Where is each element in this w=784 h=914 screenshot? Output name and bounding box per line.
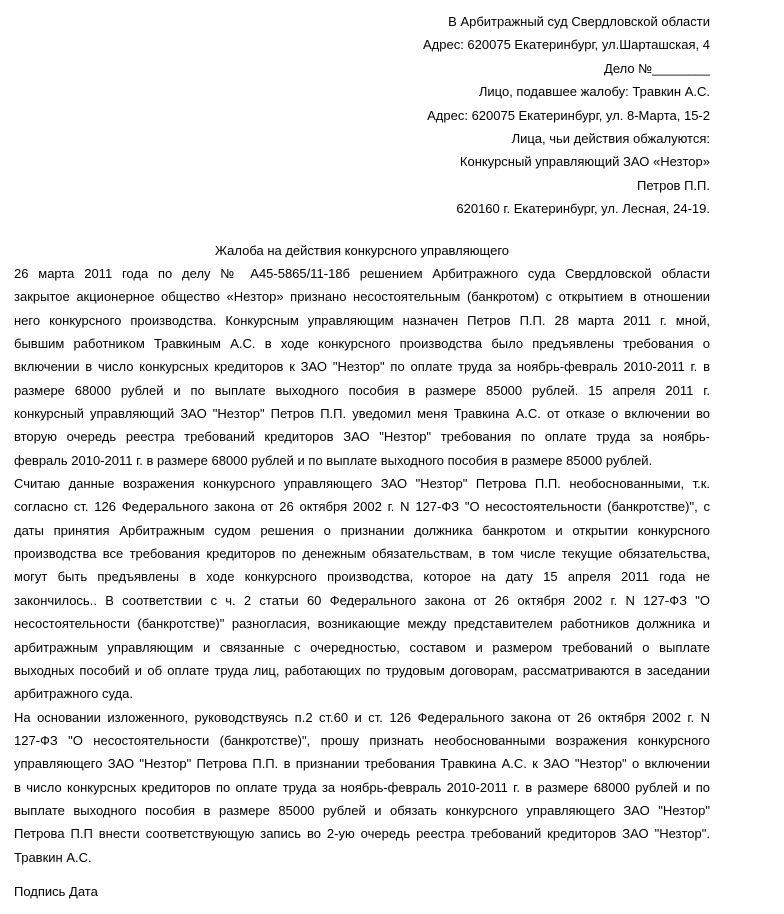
body-line: в число конкурсных кредиторов по оплате труда за ноябрь-февраль 2010-2011 г. в размере 68000 рублей и по <box>14 779 710 795</box>
body-line: выплате выходного пособия в размере 85000 рублей и обязать конкурсного управляющего ЗАО "Незтор" <box>14 802 710 818</box>
body-line: Петрова П.П внести соответствующую запись во 2-ую очередь реестра требований кредиторов ЗАО "Незтор". <box>14 826 710 842</box>
body-line: него конкурсного производства. Конкурсным управляющим назначен Петров П.П. 28 марта 2011 г. мной, <box>14 312 710 328</box>
body-line: 127-ФЗ "О несостоятельности (банкротстве)", прошу признать необоснованными возражения конкурсного <box>14 732 710 748</box>
body-line: Считаю данные возражения конкурсного управляющего ЗАО "Незтор" Петрова П.П. необоснованными, т.к. <box>14 476 710 492</box>
body-line: вторую очередь реестра требований кредиторов ЗАО "Незтор" требования по оплате труда за ноябрь- <box>14 429 710 445</box>
body-line: закончилось.. В соответствии с ч. 2 статьи 60 Федерального закона от 26 октября 2002 г. N 127-ФЗ "О <box>14 592 710 608</box>
respondent-name: Петров П.П. <box>637 177 710 193</box>
body-line: февраль 2010-2011 г. в размере 68000 рублей и по выплате выходного пособия в размере 85000 рублей. <box>14 452 653 468</box>
body-line: включении в число конкурсных кредиторов к ЗАО "Незтор" по оплате труда за ноябрь-февраль 2010-2011 г. в <box>14 359 710 375</box>
signature-date: Подпись Дата <box>14 884 98 899</box>
court-address: Адрес: 620075 Екатеринбург, ул.Шарташская, 4 <box>422 37 710 53</box>
body-line: управляющего ЗАО "Незтор" Петрова П.П. в признании требования Травкина А.С. к ЗАО "Незтор" о включении <box>14 756 710 772</box>
body-line: несостоятельности (банкротстве)" разногласия, возникающие между представителем работников должника и <box>14 616 710 632</box>
body-line: размере 68000 рублей и по выплате выходного пособия в размере 85000 рублей. 15 апреля 2011 г. <box>14 382 710 398</box>
body-line: согласно ст. 126 Федерального закона от 26 октября 2002 г. N 127-ФЗ "О несостоятельности (банкротстве)", с <box>14 499 710 515</box>
complainant-address: Адрес: 620075 Екатеринбург, ул. 8-Марта, 15-2 <box>427 107 710 123</box>
respondents-label: Лица, чьи действия обжалуются: <box>511 131 710 147</box>
body-line: конкурсный управляющий ЗАО "Незтор" Петров П.П. уведомил меня Травкина А.С. от отказе о включении во <box>14 406 710 422</box>
document-title: Жалоба на действия конкурсного управляющего <box>214 243 510 258</box>
body-line: бывшим работником Травкиным А.С. в ходе конкурсного производства было предъявлены требования о <box>14 336 710 352</box>
body-line: 26 марта 2011 года по делу № А45-5865/11-18б решением Арбитражного суда Свердловской области <box>14 266 710 281</box>
body-line: Травкин А.С. <box>14 849 92 865</box>
complainant: Лицо, подавшее жалобу: Травкин А.С. <box>478 84 710 100</box>
document-header <box>150 10 710 221</box>
body-line: выходных пособий и об оплате труда лиц, работающих по трудовым договорам, рассматриваются в заседании <box>14 662 710 678</box>
body-line: закрытое акционерное общество «Незтор» признано несостоятельным (банкротом) с открытием в отношении <box>14 289 710 305</box>
case-number: Дело №________ <box>604 60 710 76</box>
court-name: В Арбитражный суд Свердловской области <box>448 14 710 29</box>
body-line: На основании изложенного, руководствуясь п.2 ст.60 и ст. 126 Федерального закона от 26 октября 2002 г. N <box>14 709 710 725</box>
body-line: арбитражным управляющим и связанные с очередностью, составом и размером требований о выплате <box>14 639 710 655</box>
respondent-title: Конкурсный управляющий ЗАО «Незтор» <box>459 154 710 170</box>
body-line: арбитражного суда. <box>14 686 133 702</box>
respondent-address: 620160 г. Екатеринбург, ул. Лесная, 24-19. <box>456 201 710 217</box>
body-line: производства все требования кредиторов по денежным обязательствам, в том числе текущие обязательства, <box>14 546 710 562</box>
document-body <box>14 262 710 869</box>
body-line: даты принятия Арбитражным судом решения о признании должника банкротом и открытии конкурсного <box>14 522 710 538</box>
body-line: могут быть предъявлены в ходе конкурсного производства, которое на дату 15 апреля 2011 года не <box>14 569 710 585</box>
